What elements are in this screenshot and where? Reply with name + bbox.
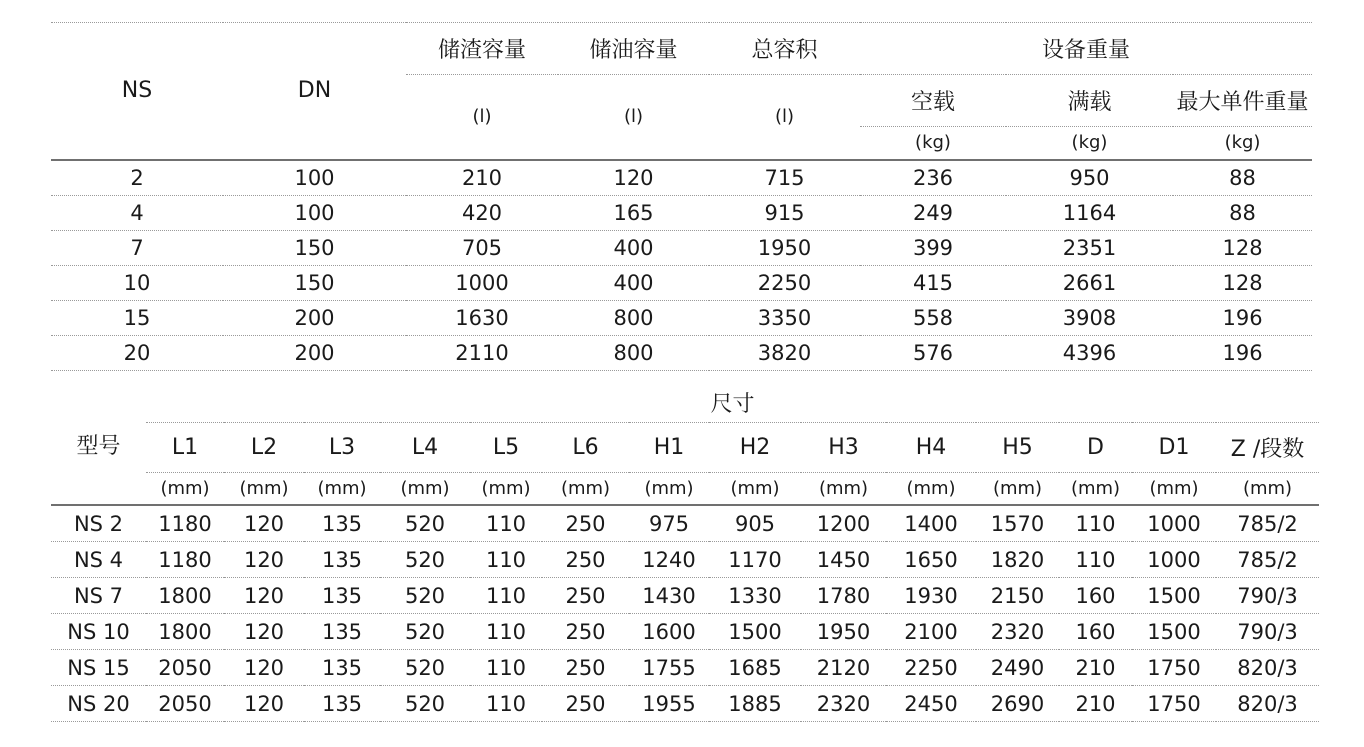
table-cell: 120: [558, 160, 709, 196]
table-cell: 1930: [886, 578, 976, 614]
table-cell: 2320: [976, 614, 1059, 650]
column-unit: (mm): [976, 472, 1059, 505]
unit-max: (kg): [1173, 127, 1312, 160]
column-unit: (mm): [304, 472, 380, 505]
table-row: [51, 195, 1312, 230]
table-cell: 1750: [1132, 650, 1216, 686]
table-cell: 790/3: [1216, 614, 1319, 650]
table-cell: 120: [224, 578, 304, 614]
column-header: L4: [380, 422, 470, 472]
table-cell: 400: [558, 230, 709, 265]
header-max-unit-weight: 最大单件重量: [1173, 75, 1312, 127]
column-unit: (mm): [380, 472, 470, 505]
table-cell: 110: [470, 650, 542, 686]
table-cell: 88: [1173, 195, 1312, 230]
table-cell: 210: [1059, 650, 1132, 686]
column-unit: (mm): [709, 472, 801, 505]
table-cell: 1180: [146, 542, 224, 578]
unit-total: (l): [709, 75, 860, 160]
table-cell: 135: [304, 686, 380, 722]
table-cell: 3908: [1006, 300, 1173, 335]
column-unit: (mm): [146, 472, 224, 505]
column-unit: (mm): [1216, 472, 1319, 505]
table-row: [51, 230, 1312, 265]
table-cell: 1570: [976, 505, 1059, 542]
table-cell: 1170: [709, 542, 801, 578]
column-header: H3: [801, 422, 886, 472]
table-cell: 1180: [146, 505, 224, 542]
table-cell: 160: [1059, 614, 1132, 650]
table-cell: 250: [542, 578, 629, 614]
unit-full: (kg): [1006, 127, 1173, 160]
table-cell: 520: [380, 578, 470, 614]
table-cell: 249: [860, 195, 1006, 230]
table-cell: 135: [304, 614, 380, 650]
table-cell: 576: [860, 335, 1006, 370]
table-cell: 1950: [801, 614, 886, 650]
header-empty-load: 空载: [860, 75, 1006, 127]
table-cell: 100: [223, 195, 406, 230]
table-cell: 1780: [801, 578, 886, 614]
column-unit: (mm): [470, 472, 542, 505]
table-cell: 1955: [629, 686, 709, 722]
table-cell: 200: [223, 335, 406, 370]
table-cell: 110: [470, 542, 542, 578]
header-ns: NS: [51, 23, 223, 160]
table-cell: 1400: [886, 505, 976, 542]
table-cell: 820/3: [1216, 686, 1319, 722]
table-cell: 165: [558, 195, 709, 230]
model-cell: NS 2: [51, 505, 146, 542]
table-cell: 705: [406, 230, 558, 265]
table-row: [51, 505, 1319, 542]
column-header: L1: [146, 422, 224, 472]
table-cell: 1685: [709, 650, 801, 686]
table-cell: 120: [224, 650, 304, 686]
unit-slag: (l): [406, 75, 558, 160]
column-unit: (mm): [886, 472, 976, 505]
table-row: [51, 335, 1312, 370]
table-cell: 128: [1173, 265, 1312, 300]
table-cell: 1000: [1132, 505, 1216, 542]
table-cell: 110: [1059, 542, 1132, 578]
column-unit: (mm): [629, 472, 709, 505]
table-row: [51, 614, 1319, 650]
table-cell: 110: [470, 578, 542, 614]
table-cell: 2690: [976, 686, 1059, 722]
table-cell: 2050: [146, 686, 224, 722]
table-cell: 3820: [709, 335, 860, 370]
table-cell: 196: [1173, 335, 1312, 370]
table-cell: 120: [224, 686, 304, 722]
table-cell: 520: [380, 650, 470, 686]
column-unit: (mm): [1132, 472, 1216, 505]
unit-oil: (l): [558, 75, 709, 160]
table-cell: 915: [709, 195, 860, 230]
capacity-weight-table: [51, 22, 1312, 371]
column-header: D1: [1132, 422, 1216, 472]
table-cell: 1500: [1132, 578, 1216, 614]
table-cell: 250: [542, 505, 629, 542]
table-cell: 250: [542, 686, 629, 722]
table-cell: 785/2: [1216, 505, 1319, 542]
table-cell: 1450: [801, 542, 886, 578]
column-header: D: [1059, 422, 1132, 472]
table-cell: 1430: [629, 578, 709, 614]
table-cell: 399: [860, 230, 1006, 265]
model-cell: NS 10: [51, 614, 146, 650]
table-cell: 135: [304, 578, 380, 614]
table-cell: 2320: [801, 686, 886, 722]
table-cell: 210: [1059, 686, 1132, 722]
column-unit: (mm): [542, 472, 629, 505]
table-cell: 1630: [406, 300, 558, 335]
column-header: H1: [629, 422, 709, 472]
table-cell: 1950: [709, 230, 860, 265]
table-row: [51, 650, 1319, 686]
table-cell: 4396: [1006, 335, 1173, 370]
table-cell: 1750: [1132, 686, 1216, 722]
table-cell: 250: [542, 614, 629, 650]
table-cell: 160: [1059, 578, 1132, 614]
table-cell: 10: [51, 265, 223, 300]
header-oil-capacity: 储油容量: [558, 23, 709, 75]
table-cell: 3350: [709, 300, 860, 335]
table-cell: 1000: [406, 265, 558, 300]
table-row: [51, 160, 1312, 196]
column-unit: (mm): [224, 472, 304, 505]
table-row: [51, 300, 1312, 335]
table-cell: 1755: [629, 650, 709, 686]
table-cell: 150: [223, 230, 406, 265]
table-cell: 135: [304, 542, 380, 578]
table-cell: 1240: [629, 542, 709, 578]
table-cell: 15: [51, 300, 223, 335]
table-cell: 135: [304, 650, 380, 686]
table-cell: 1330: [709, 578, 801, 614]
column-header: L6: [542, 422, 629, 472]
table-row: [51, 265, 1312, 300]
table-cell: 905: [709, 505, 801, 542]
table-cell: 520: [380, 505, 470, 542]
table-cell: 2120: [801, 650, 886, 686]
table-cell: 520: [380, 614, 470, 650]
table-cell: 88: [1173, 160, 1312, 196]
table-row: [51, 578, 1319, 614]
table-cell: 790/3: [1216, 578, 1319, 614]
table-cell: 210: [406, 160, 558, 196]
table-cell: 415: [860, 265, 1006, 300]
table-cell: 1500: [1132, 614, 1216, 650]
unit-empty: (kg): [860, 127, 1006, 160]
table-cell: 120: [224, 614, 304, 650]
header-slag-capacity: 储渣容量: [406, 23, 558, 75]
table-cell: 820/3: [1216, 650, 1319, 686]
model-cell: NS 20: [51, 686, 146, 722]
table-cell: 2110: [406, 335, 558, 370]
table-cell: 2: [51, 160, 223, 196]
table-cell: 2490: [976, 650, 1059, 686]
column-header: H4: [886, 422, 976, 472]
column-header: Z /段数: [1216, 422, 1319, 472]
model-cell: NS 4: [51, 542, 146, 578]
table-cell: 110: [1059, 505, 1132, 542]
table-cell: 1800: [146, 614, 224, 650]
table-row: [51, 542, 1319, 578]
table-cell: 715: [709, 160, 860, 196]
column-header: H2: [709, 422, 801, 472]
table-cell: 100: [223, 160, 406, 196]
table-cell: 1500: [709, 614, 801, 650]
table-cell: 200: [223, 300, 406, 335]
table-cell: 250: [542, 650, 629, 686]
table-cell: 20: [51, 335, 223, 370]
table-cell: 1650: [886, 542, 976, 578]
table-cell: 4: [51, 195, 223, 230]
table-cell: 800: [558, 335, 709, 370]
table-cell: 2250: [709, 265, 860, 300]
table-cell: 110: [470, 686, 542, 722]
table-cell: 1200: [801, 505, 886, 542]
model-cell: NS 7: [51, 578, 146, 614]
column-header: L2: [224, 422, 304, 472]
table-cell: 2250: [886, 650, 976, 686]
header-equipment-weight: 设备重量: [860, 23, 1312, 75]
table-cell: 110: [470, 505, 542, 542]
table-cell: 400: [558, 265, 709, 300]
table-cell: 1820: [976, 542, 1059, 578]
table-cell: 196: [1173, 300, 1312, 335]
table-cell: 558: [860, 300, 1006, 335]
table-row: [51, 686, 1319, 722]
header-dn: DN: [223, 23, 406, 160]
table-cell: 128: [1173, 230, 1312, 265]
column-header: H5: [976, 422, 1059, 472]
header-total-volume: 总容积: [709, 23, 860, 75]
column-header: L3: [304, 422, 380, 472]
model-cell: NS 15: [51, 650, 146, 686]
table-cell: 150: [223, 265, 406, 300]
table-cell: 2351: [1006, 230, 1173, 265]
table-cell: 1600: [629, 614, 709, 650]
table-cell: 2150: [976, 578, 1059, 614]
table-cell: 520: [380, 542, 470, 578]
table-cell: 120: [224, 505, 304, 542]
table-cell: 785/2: [1216, 542, 1319, 578]
table-cell: 2050: [146, 650, 224, 686]
table-cell: 1000: [1132, 542, 1216, 578]
table-cell: 420: [406, 195, 558, 230]
header-dimensions: 尺寸: [146, 384, 1319, 422]
table-cell: 2450: [886, 686, 976, 722]
table-cell: 236: [860, 160, 1006, 196]
table-cell: 110: [470, 614, 542, 650]
table-cell: 2661: [1006, 265, 1173, 300]
dimensions-table: [51, 384, 1319, 722]
table-cell: 950: [1006, 160, 1173, 196]
table-cell: 135: [304, 505, 380, 542]
table-cell: 2100: [886, 614, 976, 650]
header-full-load: 满载: [1006, 75, 1173, 127]
table-cell: 7: [51, 230, 223, 265]
table-cell: 800: [558, 300, 709, 335]
column-header: L5: [470, 422, 542, 472]
table-cell: 1885: [709, 686, 801, 722]
column-unit: (mm): [1059, 472, 1132, 505]
table-cell: 975: [629, 505, 709, 542]
table-cell: 250: [542, 542, 629, 578]
column-unit: (mm): [801, 472, 886, 505]
table-cell: 520: [380, 686, 470, 722]
header-model: 型号: [51, 384, 146, 505]
table-cell: 120: [224, 542, 304, 578]
table-cell: 1800: [146, 578, 224, 614]
table-cell: 1164: [1006, 195, 1173, 230]
